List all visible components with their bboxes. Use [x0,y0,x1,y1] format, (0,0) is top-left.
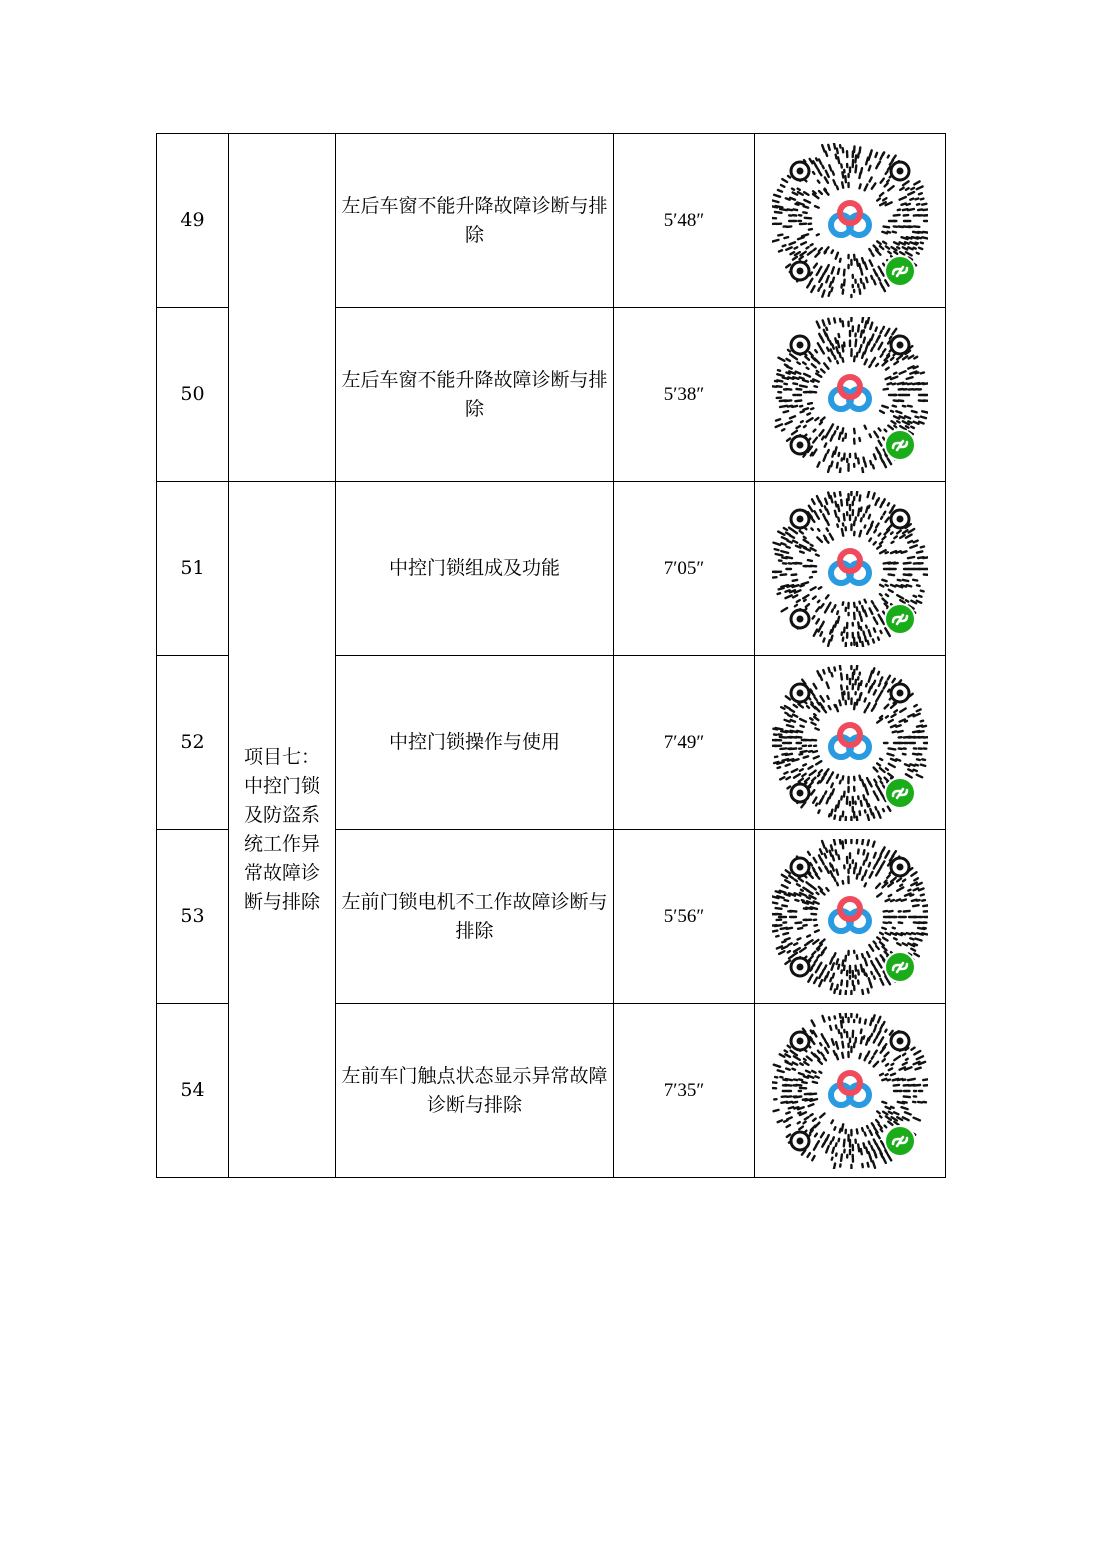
table-row [157,482,946,656]
table-row [157,134,946,308]
qr-cell [755,134,946,308]
row-number: 51 [157,482,229,656]
lesson-title: 左前车门触点状态显示异常故障诊断与排除 [336,1004,614,1178]
row-number: 54 [157,1004,229,1178]
project-cell-blank [229,134,336,482]
row-number: 50 [157,308,229,482]
mini-program-code-icon[interactable] [765,315,935,475]
qr-cell [755,482,946,656]
project-name: 项目七：中控门锁及防盗系统工作异常故障诊断与排除 [244,745,321,913]
row-number: 52 [157,656,229,830]
lesson-title: 左后车窗不能升降故障诊断与排除 [336,308,614,482]
mini-program-code-icon[interactable] [765,837,935,997]
duration: 7′35″ [614,1004,755,1178]
lesson-title: 左后车窗不能升降故障诊断与排除 [336,134,614,308]
qr-cell [755,830,946,1004]
row-number: 53 [157,830,229,1004]
qr-cell [755,308,946,482]
duration: 7′49″ [614,656,755,830]
lesson-title: 左前门锁电机不工作故障诊断与排除 [336,830,614,1004]
lesson-title: 中控门锁组成及功能 [336,482,614,656]
qr-cell [755,1004,946,1178]
duration: 5′56″ [614,830,755,1004]
project-cell [229,482,336,1178]
video-resource-table [156,133,946,1178]
mini-program-code-icon[interactable] [765,663,935,823]
lesson-title: 中控门锁操作与使用 [336,656,614,830]
mini-program-code-icon[interactable] [765,141,935,301]
duration: 5′48″ [614,134,755,308]
duration: 7′05″ [614,482,755,656]
duration: 5′38″ [614,308,755,482]
qr-cell [755,656,946,830]
row-number: 49 [157,134,229,308]
mini-program-code-icon[interactable] [765,489,935,649]
mini-program-code-icon[interactable] [765,1011,935,1171]
